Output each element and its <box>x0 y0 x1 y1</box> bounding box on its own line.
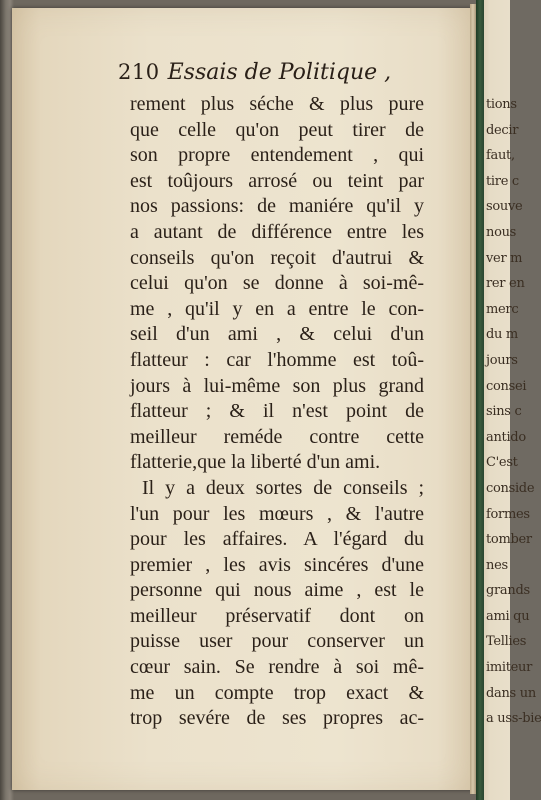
text-line: premier , les avis sincéres d'une <box>130 553 424 576</box>
facing-page-line: du m <box>486 327 518 343</box>
facing-page-line: tire c <box>486 173 519 189</box>
facing-page-line: Tellies <box>486 634 527 650</box>
facing-page-line: consei <box>486 378 527 394</box>
facing-page-line: antido <box>486 429 526 445</box>
facing-page-line: jours <box>486 352 518 368</box>
facing-page-line: conside <box>486 480 535 496</box>
text-line: me , qu'il y en a entre le con- <box>130 297 424 320</box>
facing-page-line: souve <box>486 199 523 215</box>
text-line: son propre entendement , qui <box>130 144 424 167</box>
text-line: cœur sain. Se rendre à soi mê- <box>130 656 424 679</box>
text-line: puisse user pour conserver un <box>130 630 424 653</box>
text-line: meilleur préservatif dont on <box>130 604 424 627</box>
binding-strip <box>476 0 484 800</box>
text-line: seil d'un ami , & celui d'un <box>130 323 424 346</box>
facing-page-line: nes <box>486 557 508 573</box>
facing-page-line: grands <box>486 583 530 599</box>
facing-page-line: a uss-bie <box>486 711 541 727</box>
facing-page-line: ver m <box>486 250 523 266</box>
text-line: personne qui nous aime , est le <box>130 579 424 602</box>
facing-page-line: dans un <box>486 685 536 701</box>
facing-page-line: nous <box>486 224 517 240</box>
text-line: me un compte trop exact & <box>130 681 424 704</box>
text-line: flatterie,que la liberté d'un ami. <box>130 451 381 474</box>
page-number: 210 <box>118 60 160 84</box>
text-line: flatteur : car l'homme est toû- <box>130 348 424 371</box>
facing-page-line: sins c <box>486 404 522 420</box>
text-line: meilleur reméde contre cette <box>130 425 424 448</box>
text-line: pour les affaires. A l'égard du <box>130 528 424 551</box>
body-text <box>130 92 424 732</box>
facing-page-line: imiteur <box>486 660 533 676</box>
text-line: Il y a deux sortes de conseils ; <box>142 476 424 499</box>
text-line: nos passions: de maniére qu'il y <box>130 195 424 218</box>
text-line: celui qu'on se donne à soi-mê- <box>130 272 424 295</box>
text-line: flatteur ; & il n'est point de <box>130 400 424 423</box>
facing-page-line: faut, <box>486 148 515 164</box>
facing-page-line: tomber <box>486 532 532 548</box>
text-line: trop sevére de ses propres ac- <box>130 707 424 730</box>
text-line: jours à lui-même son plus grand <box>130 374 424 397</box>
text-line: est toûjours arrosé ou teint par <box>130 169 424 192</box>
facing-page-line: formes <box>486 506 530 522</box>
running-title: Essais de Politique , <box>167 60 392 85</box>
text-line: rement plus séche & plus pure <box>130 93 424 115</box>
page-header <box>118 60 438 94</box>
facing-page-line: rer en <box>486 276 525 292</box>
facing-page-line: decir <box>486 122 519 138</box>
text-line: a autant de différence entre les <box>130 220 424 243</box>
text-line: que celle qu'on peut tirer de <box>130 118 424 141</box>
facing-page-line: tions <box>486 97 517 112</box>
facing-page-line: C'est <box>486 455 518 471</box>
text-line: conseils qu'on reçoit d'autrui & <box>130 246 424 269</box>
facing-page-line: ami qu <box>486 608 530 624</box>
facing-page-line: merc <box>486 301 519 317</box>
text-line: l'un pour les mœurs , & l'autre <box>130 502 424 525</box>
facing-page-text <box>486 92 541 732</box>
